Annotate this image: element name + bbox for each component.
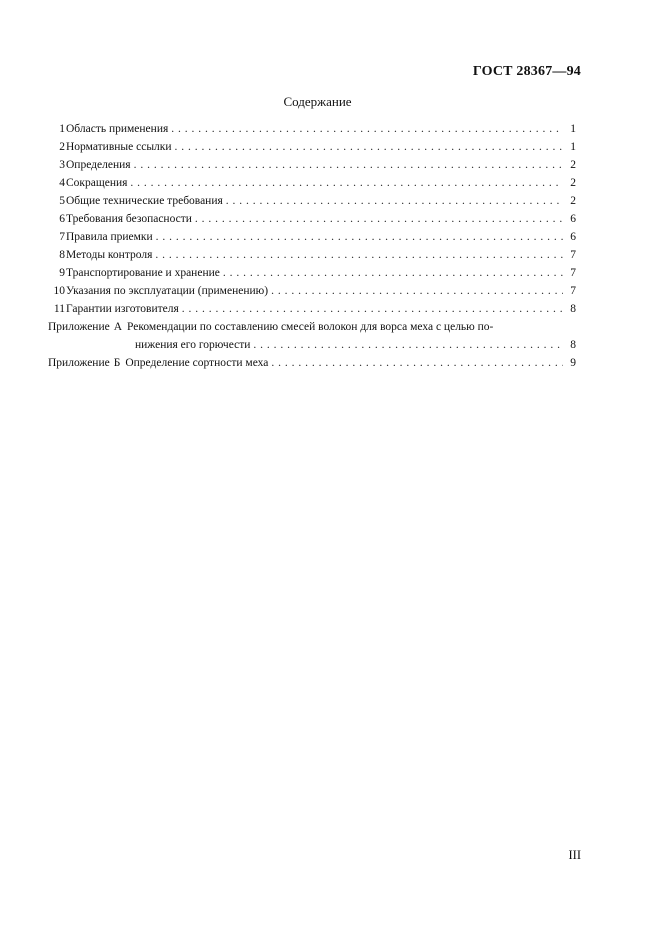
toc-entry [48, 246, 576, 264]
appendix-label-line2: нижения его горючести [135, 339, 251, 351]
toc-entry-page: 6 [570, 213, 576, 225]
toc-entry-page: 8 [570, 303, 576, 315]
toc-entry-number: 9 [59, 267, 65, 279]
toc-entry-number: 8 [59, 249, 65, 261]
toc-leader-dots [155, 246, 563, 264]
toc-entry-label: Сокращения [66, 177, 128, 189]
appendix-letter: Б [113, 357, 121, 369]
table-of-contents [48, 120, 576, 372]
toc-entry-page: 2 [570, 159, 576, 171]
toc-entry-page: 1 [570, 123, 576, 135]
toc-leader-dots [223, 264, 563, 282]
toc-appendix-continuation [48, 336, 576, 354]
toc-entry-number: 6 [59, 213, 65, 225]
toc-entry-number: 7 [59, 231, 65, 243]
toc-entry-page: 7 [570, 249, 576, 261]
toc-entry-label: Требования безопасности [66, 213, 192, 225]
toc-title: Содержание [283, 94, 352, 109]
toc-leader-dots [182, 300, 563, 318]
toc-entry [48, 264, 576, 282]
toc-leader-dots [226, 192, 563, 210]
toc-entry-page: 1 [570, 141, 576, 153]
toc-entry-label: Гарантии изготовителя [66, 303, 179, 315]
toc-leader-dots [156, 228, 563, 246]
toc-leader-dots [271, 354, 563, 372]
toc-entry-label: Нормативные ссылки [66, 141, 172, 153]
appendix-label-line1: Определение сортности меха [125, 357, 269, 369]
toc-entry-page: 7 [570, 285, 576, 297]
toc-entry-page: 9 [570, 357, 576, 369]
appendix-prefix: Приложение [48, 321, 110, 333]
toc-entry-page: 8 [570, 339, 576, 351]
toc-leader-dots [134, 156, 563, 174]
appendix-prefix: Приложение [48, 357, 110, 369]
toc-entry [48, 300, 576, 318]
toc-entry [48, 282, 576, 300]
appendix-letter: А [113, 321, 123, 333]
toc-entry-label: Общие технические требования [66, 195, 223, 207]
toc-entry-number: 1 [59, 123, 65, 135]
toc-entry-number: 5 [59, 195, 65, 207]
appendix-label-line1: Рекомендации по составлению смесей волокон для ворса меха с целью по- [127, 321, 494, 333]
toc-entry-label: Методы контроля [66, 249, 153, 261]
toc-entry [48, 210, 576, 228]
toc-leader-dots [195, 210, 563, 228]
toc-entry-label: Область применения [66, 123, 169, 135]
toc-appendix-entry [48, 318, 576, 336]
toc-entry [48, 228, 576, 246]
toc-entry-label: Транспортирование и хранение [66, 267, 220, 279]
toc-entry [48, 192, 576, 210]
toc-entry-label: Правила приемки [66, 231, 153, 243]
toc-entry [48, 156, 576, 174]
page-number: III [568, 848, 581, 862]
toc-leader-dots [253, 336, 563, 354]
toc-leader-dots [175, 138, 563, 156]
toc-leader-dots [130, 174, 563, 192]
toc-leader-dots [271, 282, 563, 300]
toc-entry-label: Определения [66, 159, 131, 171]
toc-entry-number: 3 [59, 159, 65, 171]
toc-entry-page: 6 [570, 231, 576, 243]
toc-entry-number: 10 [53, 285, 65, 297]
toc-entry [48, 120, 576, 138]
toc-entry [48, 138, 576, 156]
toc-entry [48, 174, 576, 192]
toc-entry-number: 4 [59, 177, 65, 189]
toc-entry-page: 2 [570, 177, 576, 189]
toc-entry-label: Указания по эксплуатации (применению) [66, 285, 269, 297]
toc-leader-dots [171, 120, 563, 138]
toc-entry-page: 7 [570, 267, 576, 279]
toc-entry-page: 2 [570, 195, 576, 207]
toc-entry-number: 11 [53, 303, 65, 315]
toc-appendix-entry [48, 354, 576, 372]
document-code: ГОСТ 28367—94 [472, 64, 581, 79]
toc-entry-number: 2 [59, 141, 65, 153]
